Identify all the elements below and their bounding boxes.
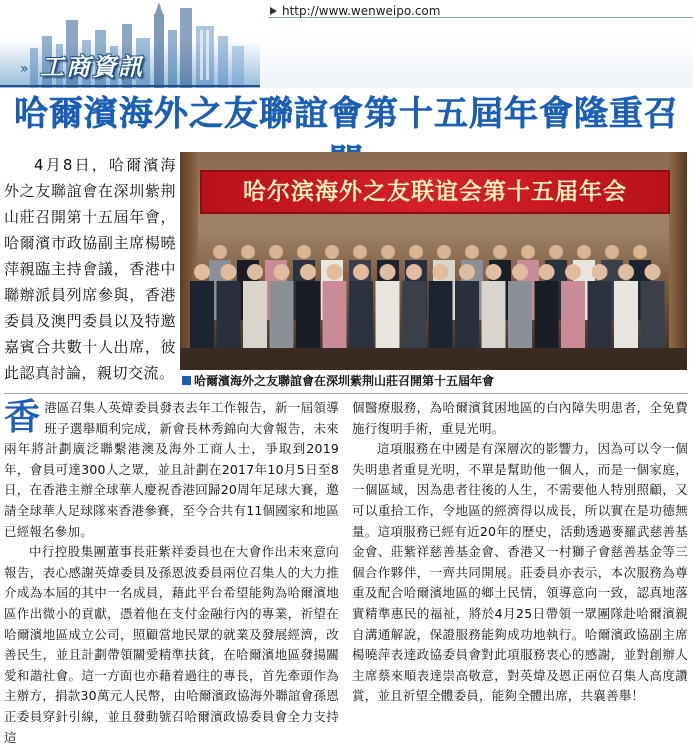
- person-head: [221, 264, 237, 280]
- section-divider: [4, 393, 688, 394]
- person-head: [327, 264, 343, 280]
- body-column-right: [352, 398, 688, 704]
- person-head: [549, 245, 563, 259]
- photo-caption: [182, 373, 687, 389]
- person-head: [645, 264, 661, 280]
- body-column-left: [4, 397, 339, 745]
- person-head: [380, 264, 396, 280]
- person-body: [323, 281, 347, 351]
- person-head: [247, 264, 263, 280]
- body-paragraph: 這項服務在中國是有深層次的影響力，因為可以令一個失明患者重見光明，不單是幫助他一個人，而是一個家庭，一個區域，因為患者往後的人生，不需要他人特別照顧，又可以重拾工作，令地區的經濟得以成長，所以實在是功德無量。這項服務已經有近20年的歷史，活動透過麥羅武慈善基金會、莊紫祥慈善基金會、香港又一村獅子會慈善基金等三個合作夥伴，一齊共同開展。莊委員亦表示，本次服務為尊重及配合哈爾濱地區的鄉土民情，領導意向一致，認真地落實精準惠民的福祉，將於4月25日帶領一眾團隊赴哈爾濱親自溝通解說，保證服務能夠成功地執行。哈爾濱政協副主席楊曉萍表達政協委員會對此項服務衷心的感謝，並對創辦人主席蔡來順表達崇高敬意，對英煒及恩正兩位召集人高度讚賞，並且祈望全體委員，能夠全體出席，共襄善舉！: [352, 441, 688, 704]
- body-paragraph: [4, 398, 339, 542]
- double-chevron-icon: »: [20, 61, 29, 77]
- person-head: [592, 264, 608, 280]
- person-head: [493, 245, 507, 259]
- photo-floor: [180, 348, 687, 370]
- person-head: [437, 245, 451, 259]
- person-head: [213, 245, 227, 259]
- person-body: [641, 281, 665, 351]
- person-body: [561, 281, 585, 351]
- person-head: [465, 245, 479, 259]
- person-body: [482, 281, 506, 351]
- body-paragraph-text: 港區召集人英煒委員發表去年工作報告，新一屆領導班子選舉順利完成，新會長林秀錦向大會報告，未來兩年將計劃廣泛聯繫港澳及海外工商人士，爭取到2019年，會員可達300人之眾，並且計劃在2017年10月5日至8日，在香港主辦全球華人慶祝香港回歸20周年足球大賽，邀請全球華人足球隊來香港參賽，至今合共有11個國家和地區已經報名參加。: [4, 400, 339, 539]
- person-head: [605, 245, 619, 259]
- person-body: [402, 281, 426, 351]
- person-head: [381, 245, 395, 259]
- person-head: [406, 264, 422, 280]
- person-head: [521, 245, 535, 259]
- article-headline: 哈爾濱海外之友聯誼會第十五屆年會隆重召: [14, 94, 679, 134]
- person-head: [297, 245, 311, 259]
- body-paragraph: 中行控股集團董事長莊紫祥委員也在大會作出未來意向報告，表心感謝英煒委員及孫恩波委員兩位召集人的大力推介成為本屆的其中一名成員，藉此平台希望能夠為哈爾濱地區作出微小的貢獻，憑着他在支付金融行內的專業，祈望在哈爾濱地區成立公司，照顧當地民眾的就業及發展經濟，改善民生，並且計劃帶領關愛精準扶貧，在哈爾濱地區發揚關愛和諧社會。這一方面也亦藉着過往的專長，首先牽頭作為主辦方，捐款30萬元人民幣，由哈爾濱政協海外聯誼會孫恩正委員穿針引線，並且發動號召哈爾濱政協委員會全力支持這: [4, 544, 339, 745]
- person-head: [618, 264, 634, 280]
- person-head: [274, 264, 290, 280]
- person-body: [455, 281, 479, 351]
- person-head: [241, 245, 255, 259]
- person-head: [565, 264, 581, 280]
- person-body: [508, 281, 532, 351]
- person-head: [512, 264, 528, 280]
- person-head: [325, 245, 339, 259]
- person-body: [588, 281, 612, 351]
- person-body: [217, 281, 241, 351]
- url-bar: [268, 4, 693, 18]
- stage-banner: [200, 170, 670, 214]
- person-head: [353, 264, 369, 280]
- play-arrow-icon: [270, 7, 277, 15]
- person-head: [300, 264, 316, 280]
- caption-square-icon: [182, 376, 191, 385]
- photo-caption-text: 哈爾濱海外之友聯誼會在深圳紫荆山莊召開第十五屆年會: [194, 374, 495, 388]
- person-body: [270, 281, 294, 351]
- person-head: [577, 245, 591, 259]
- person-body: [376, 281, 400, 351]
- person-body: [614, 281, 638, 351]
- body-paragraph: 個醫療服務，為哈爾濱貧困地區的白內障失明患者，全免費施行復明手術，重見光明。: [352, 400, 688, 436]
- person-body: [296, 281, 320, 351]
- person-head: [353, 245, 367, 259]
- person-head: [633, 245, 647, 259]
- article-lead: 4月8日，哈爾濱海外之友聯誼會在深圳紫荆山莊召開第十五屆年會，哈爾濱市政協副主席楊曉萍親臨主持會議，香港中聯辦派員列席參與，香港委員及澳門委員以及特邀嘉賓合共數十人出席，彼此認真討論，親切交流。: [4, 156, 176, 382]
- person-head: [194, 264, 210, 280]
- person-body: [349, 281, 373, 351]
- masthead-banner: [0, 0, 693, 88]
- drop-cap: 香: [4, 397, 41, 438]
- site-url[interactable]: http://www.wenweipo.com: [282, 4, 441, 18]
- person-head: [269, 245, 283, 259]
- stage-banner-text: 哈尔滨海外之友联谊会第十五届年会: [243, 179, 627, 205]
- person-head: [433, 264, 449, 280]
- person-body: [535, 281, 559, 351]
- person-body: [429, 281, 453, 351]
- person-body: [190, 281, 214, 351]
- person-head: [459, 264, 475, 280]
- person-body: [243, 281, 267, 351]
- person-head: [539, 264, 555, 280]
- section-tag: 工商資訊: [40, 52, 144, 81]
- person-head: [486, 264, 502, 280]
- person-head: [409, 245, 423, 259]
- event-photo: [180, 152, 687, 370]
